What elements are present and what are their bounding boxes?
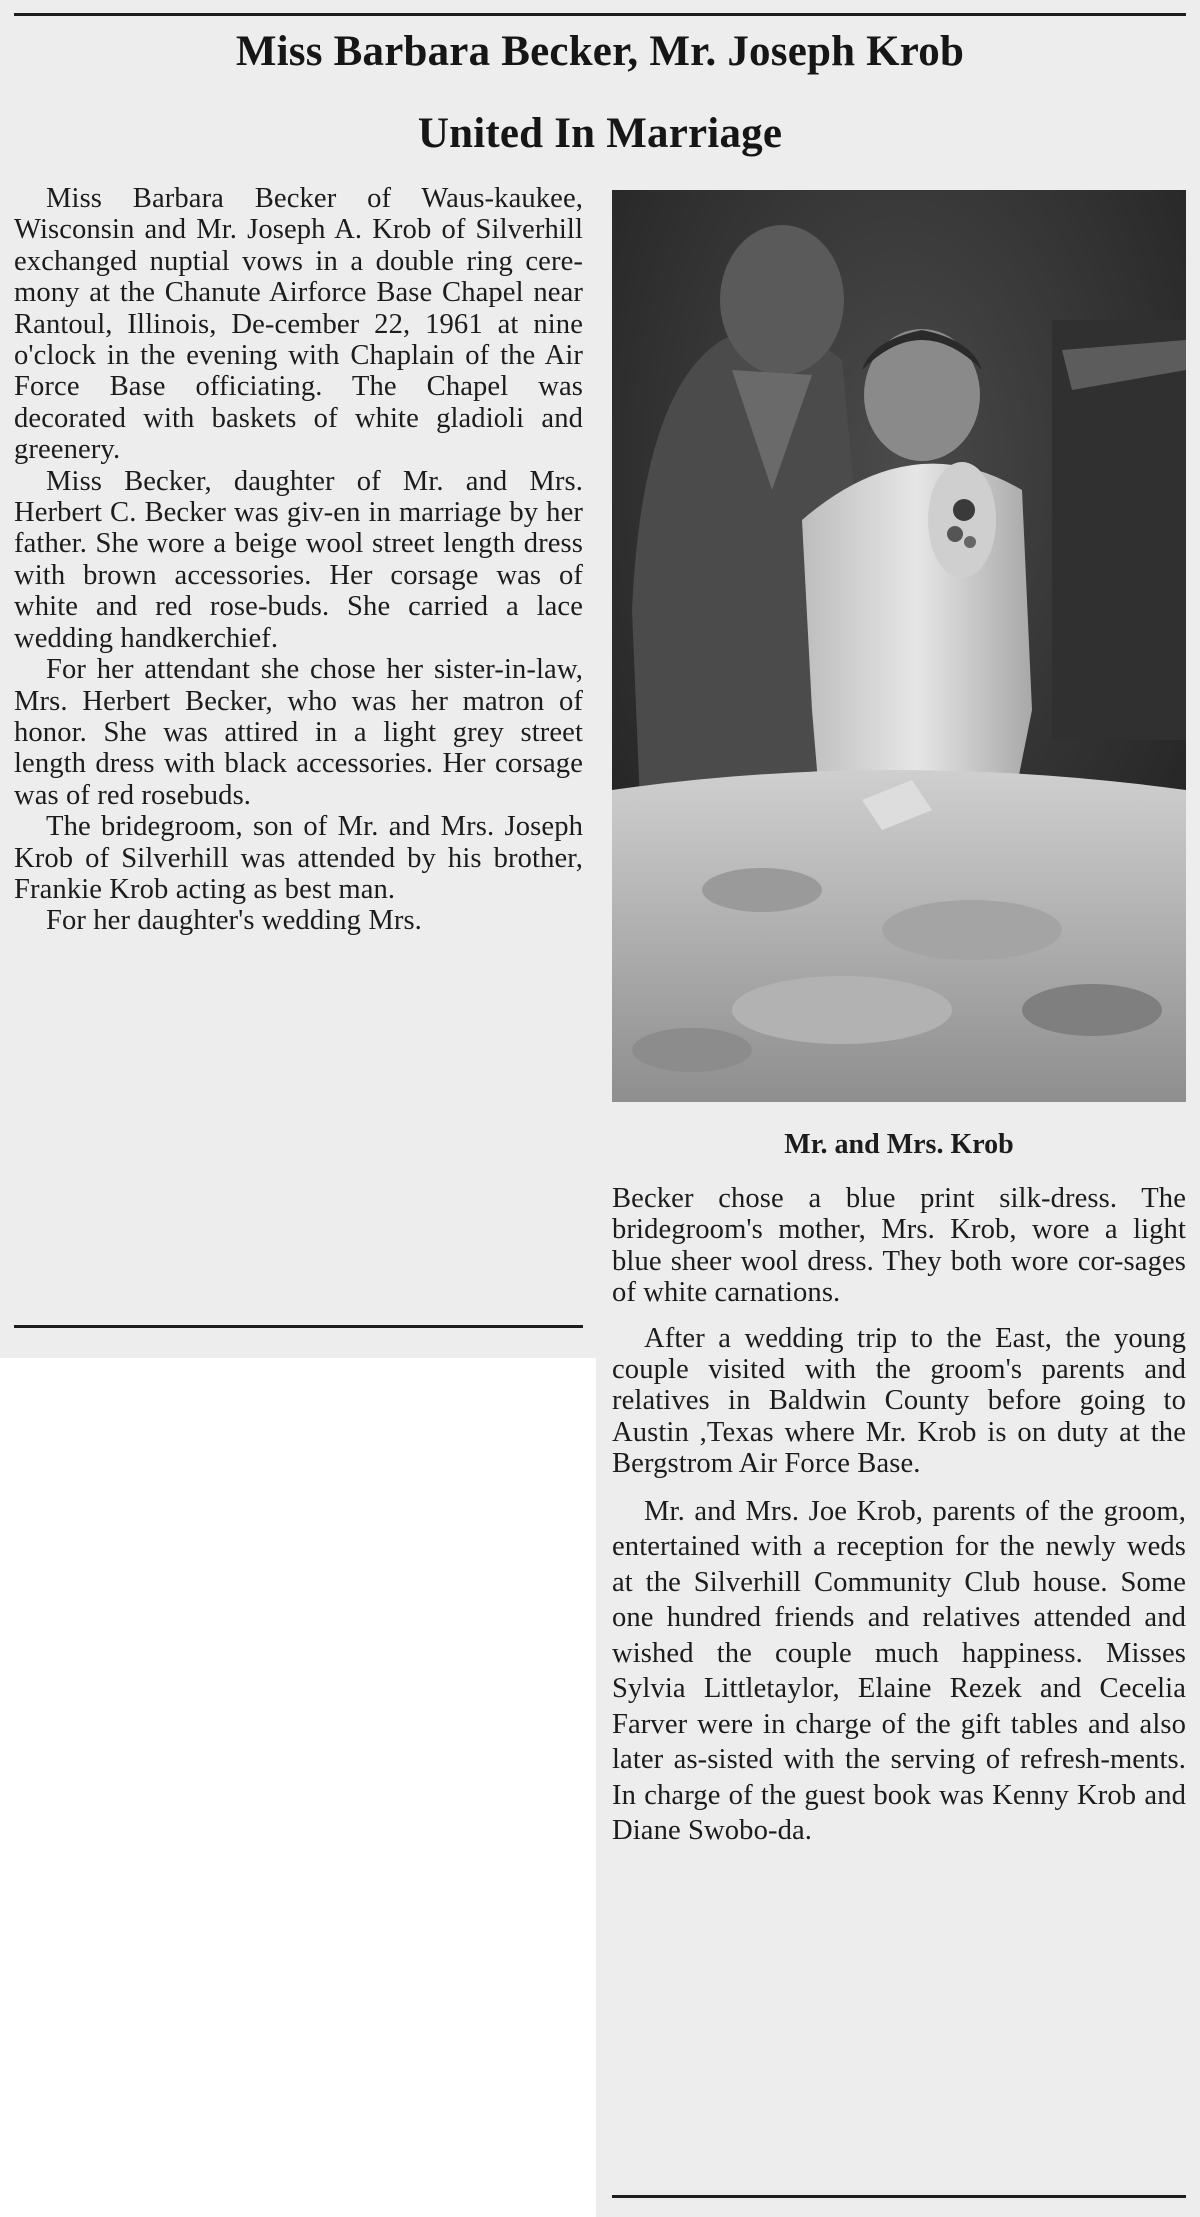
right-column [612,1183,1186,1849]
photo-caption: Mr. and Mrs. Krob [784,1129,1014,1160]
paragraph-bridegroom: The bridegroom, son of Mr. and Mrs. Joseph Krob of Silverhill was attended by his brother, Frankie Krob acting as best man. [14,811,583,905]
paragraph-mothers-continued: Becker chose a blue print silk-dress. The bridegroom's mother, Mrs. Krob, wore a light blue sheer wool dress. They both wore cor-sages of white carnations. [612,1183,1186,1309]
paragraph-bride: Miss Becker, daughter of Mr. and Mrs. Herbert C. Becker was giv-en in marriage by her father. She wore a beige wool street length dress with brown accessories. Her corsage was of white and red rose-buds. She carried a lace wedding handkerchief. [14,465,583,654]
headline-line-1: Miss Barbara Becker, Mr. Joseph Krob [235,28,965,75]
paragraph-ceremony: Miss Barbara Becker of Waus-kaukee, Wisconsin and Mr. Joseph A. Krob of Silverhill exchanged nuptial vows in a double ring cere-mony at the Chanute Airforce Base Chapel near Rantoul, Illinois, De-cember 22, 1961 at nine o'clock in the evening with Chaplain of the Air Force Base officiating. The Chapel was decorated with baskets of white gladioli and greenery. [14,183,583,466]
paragraph-mothers-start: For her daughter's wedding Mrs. [46,905,422,937]
top-rule [14,13,1186,16]
left-column [14,183,583,937]
paragraph-wedding-trip: After a wedding trip to the East, the young couple visited with the groom's parents and relatives in Baldwin County before going to Austin ,Texas where Mr. Krob is on duty at the Bergstrom Air Force Base. [612,1322,1186,1480]
right-column-end-rule [612,2195,1186,2198]
left-column-end-rule [14,1325,583,1328]
paragraph-attendant: For her attendant she chose her sister-in-law, Mrs. Herbert Becker, who was her matron of honor. She was attired in a light grey street length dress with black accessories. Her corsage was of red rosebuds. [14,654,583,811]
paragraph-reception: Mr. and Mrs. Joe Krob, parents of the groom, entertained with a reception for the newly weds at the Silverhill Community Club house. Some one hundred friends and relatives attended and wished the couple much happiness. Misses Sylvia Littletaylor, Elaine Rezek and Cecelia Farver were in charge of the gift tables and also later as-sisted with the serving of refresh-ments. In charge of the guest book was Kenny Krob and Diane Swobo-da. [612,1495,1186,1847]
headline-line-2: United In Marriage [417,110,783,157]
wedding-couple-image [612,190,1186,1102]
wedding-photo [612,190,1186,1102]
